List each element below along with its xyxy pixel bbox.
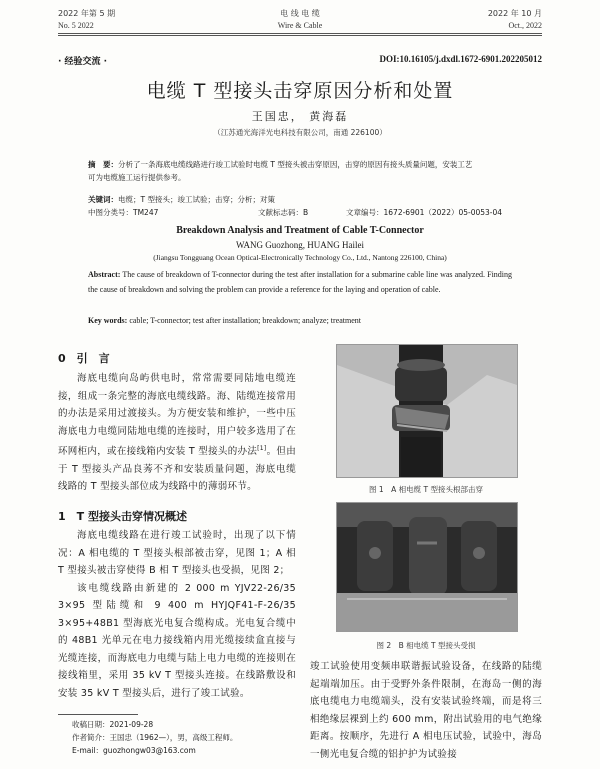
keywords-en bbox=[88, 313, 512, 328]
header-issue-cn: 2022 年第 5 期 bbox=[58, 9, 116, 18]
abstract-cn-text1: 分析了一条海底电缆线路进行竣工试验时电缆 T 型接头被击穿原因，击穿的原因有接头质量问题，安装工艺 bbox=[118, 160, 473, 169]
cable-t-connector-image bbox=[337, 345, 517, 477]
footnote-rule bbox=[58, 714, 138, 715]
header-date-en: Oct., 2022 bbox=[508, 21, 542, 30]
header-journal-en: Wire & Cable bbox=[277, 21, 323, 30]
section-1-p2: 该电缆线路由新建的 2 000 m YJV22-26/35 3×95 型陆缆和 9 400 m HYJQF41-F-26/35 3×95+48B1 型海底光电复合缆构成。光电复合缆中的 48B1 光单元在电力接线箱内用光缆接续盒直接与光缆连接，而海底电力电缆与陆上电力电缆的连接则在接线箱里，采用 35 kV T 型接头连接。在线路敷设和安装 35 kV T 型接头后，进行了竣工试验。 bbox=[58, 582, 296, 699]
footnote-email: E-mail：guozhongw03@163.com bbox=[72, 746, 196, 755]
abstract-cn-label: 摘 要： bbox=[88, 160, 118, 169]
section-1-p1: 海底电缆线路在进行竣工试验时，出现了以下情况：A 相电缆的 T 型接头根部被击穿，见图 1；A 相 T 型接头被击穿使得 B 相 T 型接头也受损，见图 2； bbox=[58, 530, 296, 576]
section-0-heading: 0 引 言 bbox=[58, 352, 110, 365]
citation-ref: [1] bbox=[257, 445, 267, 452]
header-date-cn: 2022 年 10 月 bbox=[487, 9, 542, 18]
header-rule bbox=[58, 33, 542, 34]
damaged-connector-image bbox=[337, 503, 517, 631]
figure-2-photo bbox=[336, 502, 518, 632]
meta-doc-code: 文献标志码：B bbox=[258, 208, 309, 217]
meta-article-no: 文章编号：1672-6901（2022）05-0053-04 bbox=[346, 208, 503, 217]
keywords-cn-text: 电缆；T 型接头；竣工试验；击穿；分析；对策 bbox=[118, 195, 275, 204]
figure-1-caption: 图 1 A 相电缆 T 型接头根部击穿 bbox=[368, 485, 484, 494]
doi: DOI:10.16105/j.dxdl.1672-6901.202205012 bbox=[379, 54, 542, 64]
section-1-heading: 1 T 型接头击穿情况概述 bbox=[58, 510, 187, 523]
section-0-p1b: 。但由于 T 型接头产品良莠不齐和安装质量问题，海底电缆线路的 T 型接头部位成为线路中的薄弱环节。 bbox=[58, 446, 296, 493]
footnote bbox=[72, 718, 302, 757]
figure-2-caption: 图 2 B 相电缆 T 型接头受损 bbox=[376, 641, 476, 650]
right-column-p1: 竣工试验使用变频串联谐振试验设备，在线路的陆缆起端端加压。由于受野外条件限制，在海岛一侧的海底电缆电力电缆端头，没有安装试验终端，而是将三相绝缘层裸到上约 600 mm，附出试验用的电气绝缘距离。按顺序，先进行 A 相电压试验，试验中，海岛一侧光电复合缆的铝护护为试验接 bbox=[310, 661, 542, 760]
section-tag: · 经验交流 · bbox=[58, 57, 108, 67]
keywords-cn bbox=[88, 193, 512, 206]
abstract-en-text: The cause of breakdown of T-connector during the test after installation for a submarine cable line was analyzed. Finding the cause of breakdown and solving the problem can provide a reference for the laying and operation of cable. bbox=[88, 270, 513, 294]
footnote-received: 收稿日期：2021-09-28 bbox=[72, 720, 154, 729]
page-title-cn: 电缆 T 型接头击穿原因分析和处置 bbox=[146, 80, 454, 102]
authors-en: WANG Guozhong, HUANG Hailei bbox=[236, 240, 364, 250]
keywords-cn-label: 关键词： bbox=[88, 195, 118, 204]
header-journal-cn: 电 线 电 缆 bbox=[280, 9, 320, 18]
section-1-body bbox=[58, 527, 296, 702]
authors-cn: 王国忠， 黄海磊 bbox=[251, 110, 349, 123]
section-0-body bbox=[58, 370, 296, 496]
abstract-cn bbox=[88, 158, 512, 184]
affiliation-cn: （江苏通光海洋光电科技有限公司，南通 226100） bbox=[213, 128, 387, 137]
abstract-en-label: Abstract: bbox=[88, 270, 121, 279]
figure-1-photo bbox=[336, 344, 518, 478]
meta-clc: 中图分类号：TM247 bbox=[88, 208, 159, 217]
header-rule-thin bbox=[58, 35, 542, 36]
keywords-en-text: cable; T-connector; test after installation; breakdown; analyze; treatment bbox=[129, 316, 362, 325]
abstract-cn-text2: 可为电缆施工运行提供参考。 bbox=[88, 173, 186, 182]
footnote-author: 作者简介：王国忠（1962—），男，高级工程师。 bbox=[72, 733, 238, 742]
page-title-en: Breakdown Analysis and Treatment of Cable T-Connector bbox=[176, 225, 424, 236]
right-column-body bbox=[310, 658, 542, 763]
section-0-p1: 海底电缆向岛屿供电时，常常需要同陆地电缆连接，组成一条完整的海底电缆线路。海、陆缆连接常用的办法是采用过渡接头。为方便安装和维护，一些中压海底电力电缆同陆地电缆的连接时，用户较多选用了在环网柜内，或在接线箱内安装 T 型接头的办法 bbox=[58, 373, 296, 458]
abstract-en bbox=[88, 267, 512, 297]
keywords-en-label: Key words: bbox=[88, 316, 128, 325]
affiliation-en: (Jiangsu Tongguang Ocean Optical-Electronically Technology Co., Ltd., Nantong 226100, China) bbox=[153, 253, 447, 262]
header-issue-en: No. 5 2022 bbox=[58, 21, 94, 30]
